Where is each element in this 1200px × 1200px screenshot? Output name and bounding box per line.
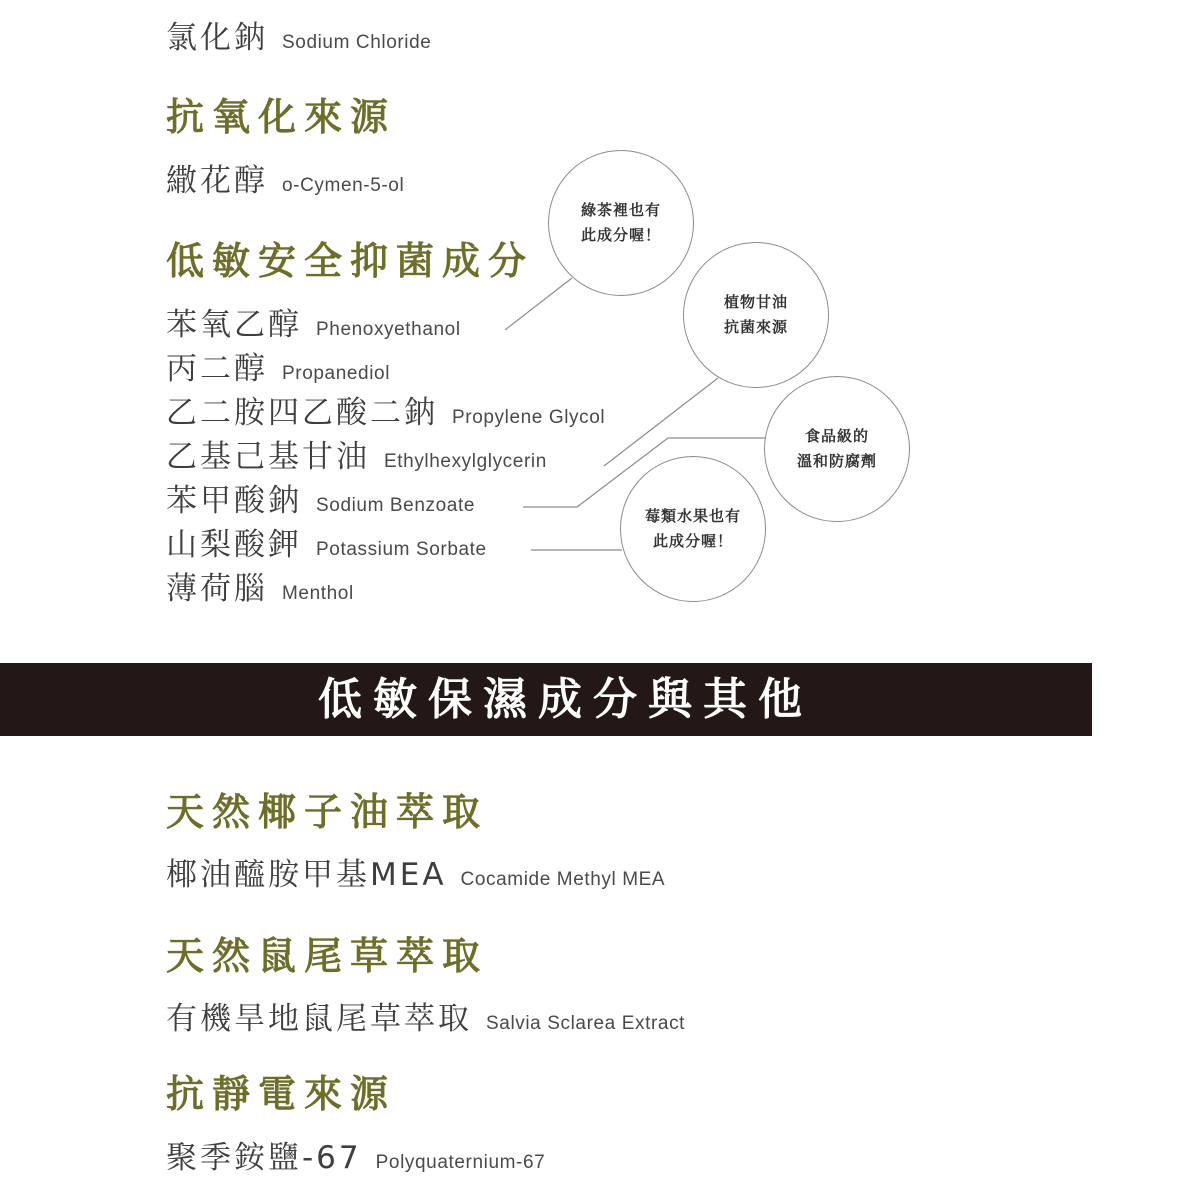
callout-text: 抗菌來源 [723, 318, 788, 336]
ingredient-row [166, 1001, 686, 1037]
section-heading-antibacterial: 低敏安全抑菌成分 [166, 239, 535, 283]
section-banner [0, 663, 1092, 736]
connector-line-green-tea [505, 278, 572, 330]
ingredient-name-zh: 氯化鈉 [166, 20, 268, 56]
section-heading-antistatic: 抗靜電來源 [166, 1072, 397, 1116]
ingredient-row [166, 307, 461, 343]
ingredient-name-zh: 繖花醇 [166, 163, 268, 199]
ingredient-row [166, 857, 666, 893]
callout-text: 植物甘油 [723, 293, 788, 311]
ingredient-name-zh: 椰油醯胺甲基MEA [166, 857, 447, 893]
section-heading-coconut: 天然椰子油萃取 [166, 790, 489, 834]
ingredient-name-zh: 丙二醇 [166, 351, 268, 387]
callout-text: 莓類水果也有 [644, 507, 741, 525]
ingredient-name-zh: 苯氧乙醇 [166, 307, 302, 343]
ingredient-name-en: Sodium Chloride [282, 32, 432, 53]
ingredient-name-zh: 聚季銨鹽-67 [166, 1140, 362, 1176]
connector-line-glycerin [604, 378, 718, 466]
ingredient-name-en: Polyquaternium-67 [375, 1152, 546, 1173]
callout-text: 綠茶裡也有 [580, 201, 661, 219]
ingredient-name-zh: 乙基己基甘油 [166, 439, 370, 475]
callout-bubble-green-tea [548, 150, 694, 296]
ingredient-row [166, 571, 354, 607]
ingredient-row [166, 483, 475, 519]
ingredient-row [166, 351, 391, 387]
ingredient-name-en: Sodium Benzoate [316, 495, 475, 516]
ingredient-name-zh: 乙二胺四乙酸二鈉 [166, 395, 438, 431]
callout-text: 此成分喔！ [580, 226, 661, 244]
banner-title: 低敏保濕成分與其他 [318, 674, 813, 725]
ingredient-name-en: Propanediol [282, 363, 391, 384]
ingredient-row [166, 20, 432, 56]
ingredient-row [166, 395, 606, 431]
ingredient-name-en: o-Cymen-5-ol [282, 175, 405, 196]
ingredient-row [166, 163, 405, 199]
ingredient-name-zh: 山梨酸鉀 [166, 527, 302, 563]
ingredient-row [166, 527, 487, 563]
ingredient-name-zh: 薄荷腦 [166, 571, 268, 607]
ingredient-name-en: Potassium Sorbate [316, 539, 487, 560]
callout-text: 溫和防腐劑 [796, 452, 877, 470]
ingredient-name-en: Menthol [282, 583, 354, 604]
ingredient-row [166, 439, 547, 475]
section-heading-sage: 天然鼠尾草萃取 [166, 934, 489, 978]
callout-bubble-food-grade [764, 376, 910, 522]
ingredient-name-zh: 有機旱地鼠尾草萃取 [166, 1001, 472, 1037]
callout-text: 食品級的 [804, 427, 869, 445]
section-heading-antioxidant: 抗氧化來源 [166, 95, 397, 139]
callout-bubble-berry [620, 456, 766, 602]
ingredient-name-en: Phenoxyethanol [316, 319, 461, 340]
ingredient-row [166, 1140, 546, 1176]
ingredient-name-en: Cocamide Methyl MEA [460, 869, 666, 890]
callout-text: 此成分喔！ [652, 532, 733, 550]
ingredient-name-en: Propylene Glycol [452, 407, 606, 428]
ingredient-name-zh: 苯甲酸鈉 [166, 483, 302, 519]
callout-bubble-glycerin [683, 242, 829, 388]
ingredient-name-en: Salvia Sclarea Extract [486, 1013, 686, 1034]
ingredient-name-en: Ethylhexylglycerin [384, 451, 547, 472]
